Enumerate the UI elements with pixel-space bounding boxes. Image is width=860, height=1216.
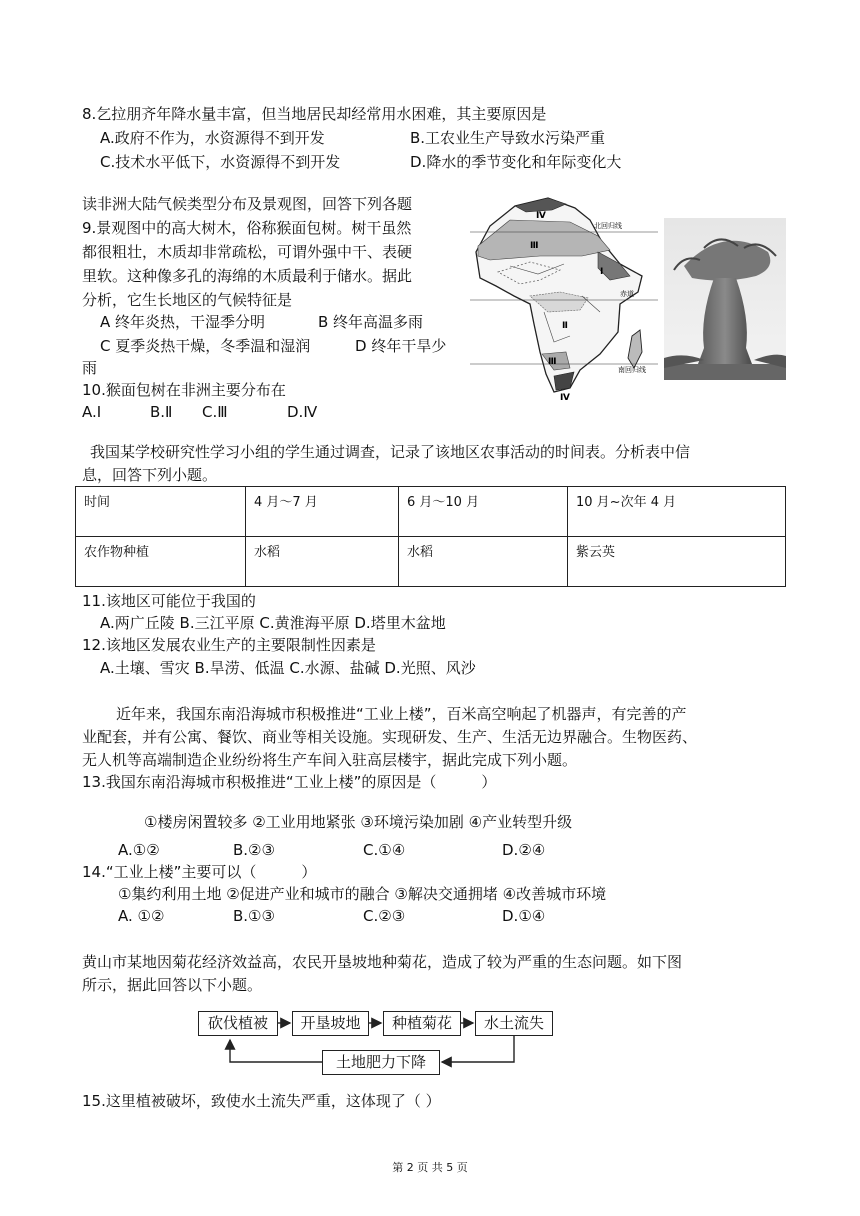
huangshan-intro-line-1: 黄山市某地因菊花经济效益高，农民开垦坡地种菊花，造成了较为严重的生态问题。如下图 [82,953,683,971]
table-cell: 水稻 [246,537,399,587]
flowchart-box-deforestation: 砍伐植被 [198,1011,278,1036]
q9-option-c: C 夏季炎热干燥，冬季温和湿润 [100,337,311,355]
q15-stem: 15.这里植被破坏，致使水土流失严重，这体现了（ ） [82,1092,441,1110]
q14-option-d: D.①④ [502,907,546,925]
q13-option-d: D.②④ [502,841,546,859]
table-cell: 4 月～7 月 [246,487,399,537]
africa-climate-map [470,192,658,402]
huangshan-intro-line-2: 所示，据此回答以下小题。 [82,976,263,994]
q9-option-d-cont: 雨 [82,359,98,377]
africa-intro: 读非洲大陆气候类型分布及景观图，回答下列各题 [82,195,413,213]
table-cell: 6 月～10 月 [399,487,568,537]
farm-intro-line-2: 息，回答下列小题。 [82,466,218,484]
q14-option-c: C.②③ [363,907,406,925]
q8-option-d: D.降水的季节变化和年际变化大 [410,153,622,171]
table-cell: 农作物种植 [76,537,246,587]
q13-items: ①楼房闲置较多 ②工业用地紧张 ③环境污染加剧 ④产业转型升级 [144,813,573,831]
q9-line-4: 分析，它生长地区的气候特征是 [82,291,293,309]
table-row [76,537,786,587]
q12-options: A.土壤、雪灾 B.旱涝、低温 C.水源、盐碱 D.光照、风沙 [100,659,476,677]
map-label-r3-south: Ⅲ [548,357,557,367]
flowchart-box-plant-chrysanthemum: 种植菊花 [383,1011,461,1036]
q10-stem: 10.猴面包树在非洲主要分布在 [82,381,286,399]
q8-stem: 8.乞拉朋齐年降水量丰富，但当地居民却经常用水困难，其主要原因是 [82,105,547,123]
table-cell: 10 月~次年 4 月 [568,487,786,537]
farm-intro-line-1: 我国某学校研究性学习小组的学生通过调查，记录了该地区农事活动的时间表。分析表中信 [90,443,691,461]
q14-option-a: A. ①② [118,907,165,925]
q9-line-3: 里软。这种像多孔的海绵的木质最利于储水。据此 [82,267,413,285]
flowchart-box-soil-erosion: 水土流失 [475,1011,553,1036]
q14-items: ①集约利用土地 ②促进产业和城市的融合 ③解决交通拥堵 ④改善城市环境 [118,885,607,903]
q10-option-a: A.Ⅰ [82,403,102,421]
map-label-r4-north: Ⅳ [536,211,546,221]
q9-option-a: A 终年炎热，干湿季分明 [100,313,266,331]
q11-stem: 11.该地区可能位于我国的 [82,592,256,610]
industry-intro-line-1: 近年来，我国东南沿海城市积极推进“工业上楼”，百米高空响起了机器声，有完善的产 [116,705,687,723]
q8-option-b: B.工农业生产导致水污染严重 [410,129,606,147]
q14-stem: 14.“工业上楼”主要可以（ ） [82,863,317,881]
q10-option-b: B.Ⅱ [150,403,173,421]
map-label-r3-north: Ⅲ [530,241,539,251]
industry-intro-line-3: 无人机等高端制造企业纷纷将生产车间入驻高层楼宇，据此完成下列小题。 [82,751,578,769]
q14-option-b: B.①③ [233,907,275,925]
map-label-tropic-north: 北回归线 [594,222,622,230]
map-label-r2: Ⅱ [562,321,568,331]
q10-option-d: D.Ⅳ [287,403,318,421]
map-label-r4-south: Ⅳ [560,393,570,402]
q8-option-c: C.技术水平低下，水资源得不到开发 [100,153,341,171]
table-row [76,487,786,537]
q11-options: A.两广丘陵 B.三江平原 C.黄淮海平原 D.塔里木盆地 [100,614,446,632]
flowchart-box-reclaim-slope: 开垦坡地 [292,1011,369,1036]
page-footer: 第 2 页 共 5 页 [392,1161,468,1174]
baobab-tree-photo [664,218,786,380]
q13-stem: 13.我国东南沿海城市积极推进“工业上楼”的原因是（ ） [82,773,497,791]
q13-option-c: C.①④ [363,841,406,859]
q9-line-1: 9.景观图中的高大树木，俗称猴面包树。树干虽然 [82,219,412,237]
q12-stem: 12.该地区发展农业生产的主要限制性因素是 [82,636,376,654]
q9-option-b: B 终年高温多雨 [318,313,424,331]
table-cell: 时间 [76,487,246,537]
q13-option-b: B.②③ [233,841,275,859]
q10-option-c: C.Ⅲ [202,403,228,421]
table-cell: 紫云英 [568,537,786,587]
table-cell: 水稻 [399,537,568,587]
industry-intro-line-2: 业配套，并有公寓、餐饮、商业等相关设施。实现研发、生产、生活无边界融合。生物医药、 [82,728,698,746]
q8-option-a: A.政府不作为，水资源得不到开发 [100,129,325,147]
q9-option-d: D 终年干旱少 [355,337,447,355]
flowchart-box-fertility-decline: 土地肥力下降 [322,1050,440,1075]
farm-schedule-table [75,486,786,587]
q9-line-2: 都很粗壮，木质却非常疏松，可谓外强中干、表硬 [82,243,413,261]
map-label-r1: Ⅰ [600,267,604,277]
map-label-equator: 赤道 [620,290,634,298]
map-label-tropic-south: 南回归线 [618,366,646,374]
q13-option-a: A.①② [118,841,160,859]
